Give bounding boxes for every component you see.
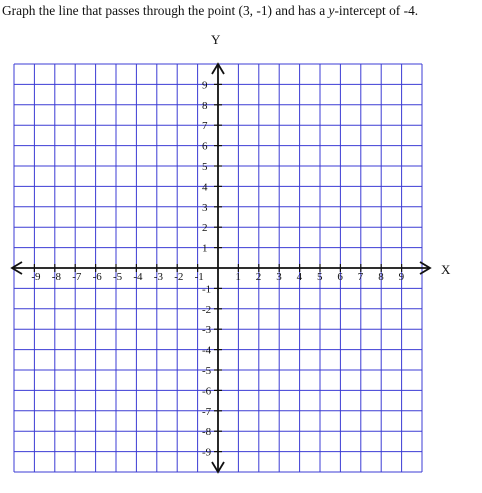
y-tick-labels xyxy=(202,79,212,458)
y-tick-label: 1 xyxy=(202,242,208,255)
y-tick-label: -5 xyxy=(202,365,212,377)
x-tick-label: -1 xyxy=(194,271,204,283)
y-tick-label: -7 xyxy=(202,405,212,418)
x-tick-label: -3 xyxy=(153,271,163,283)
y-axis-label: Y xyxy=(211,32,221,47)
x-tick-label: 4 xyxy=(296,271,303,283)
y-tick-label: -2 xyxy=(202,303,212,316)
y-tick-label: -3 xyxy=(202,324,212,337)
y-tick-label: 8 xyxy=(202,99,208,112)
x-tick-label: -5 xyxy=(113,271,123,283)
y-tick-label: 9 xyxy=(202,79,208,92)
x-tick-label: -9 xyxy=(31,271,41,283)
x-tick-label: 3 xyxy=(276,271,282,283)
y-tick-label: 2 xyxy=(202,222,208,235)
x-tick-label: 1 xyxy=(235,271,241,283)
y-tick-label: -1 xyxy=(202,283,212,296)
x-tick-label: 8 xyxy=(378,271,384,283)
y-tick-label: 7 xyxy=(202,120,208,133)
question-prefix: Graph the line that passes through the point (3, -1) and has a xyxy=(2,3,329,18)
y-tick-label: -8 xyxy=(202,426,212,439)
x-tick-label: -4 xyxy=(133,271,143,283)
y-tick-label: 5 xyxy=(202,161,208,173)
x-tick-label: -8 xyxy=(51,271,61,283)
x-tick-label: -7 xyxy=(72,271,82,283)
y-tick-label: -4 xyxy=(202,344,212,357)
question-suffix: -intercept of -4. xyxy=(334,3,419,18)
y-tick-label: -6 xyxy=(202,385,212,398)
x-tick-label: -2 xyxy=(174,271,184,283)
x-tick-label: 5 xyxy=(317,271,323,283)
x-tick-label: 9 xyxy=(398,271,405,283)
y-tick-label: 6 xyxy=(202,140,208,153)
y-tick-label: 3 xyxy=(202,201,208,214)
x-tick-label: 7 xyxy=(357,271,364,283)
x-tick-label: -6 xyxy=(92,271,102,283)
y-tick-label: 4 xyxy=(202,181,208,194)
y-tick-label: -9 xyxy=(202,446,212,459)
x-tick-label: 6 xyxy=(337,271,343,283)
x-tick-label: 2 xyxy=(255,271,262,283)
x-axis-label: X xyxy=(441,262,451,277)
question-variable: y xyxy=(328,3,335,18)
